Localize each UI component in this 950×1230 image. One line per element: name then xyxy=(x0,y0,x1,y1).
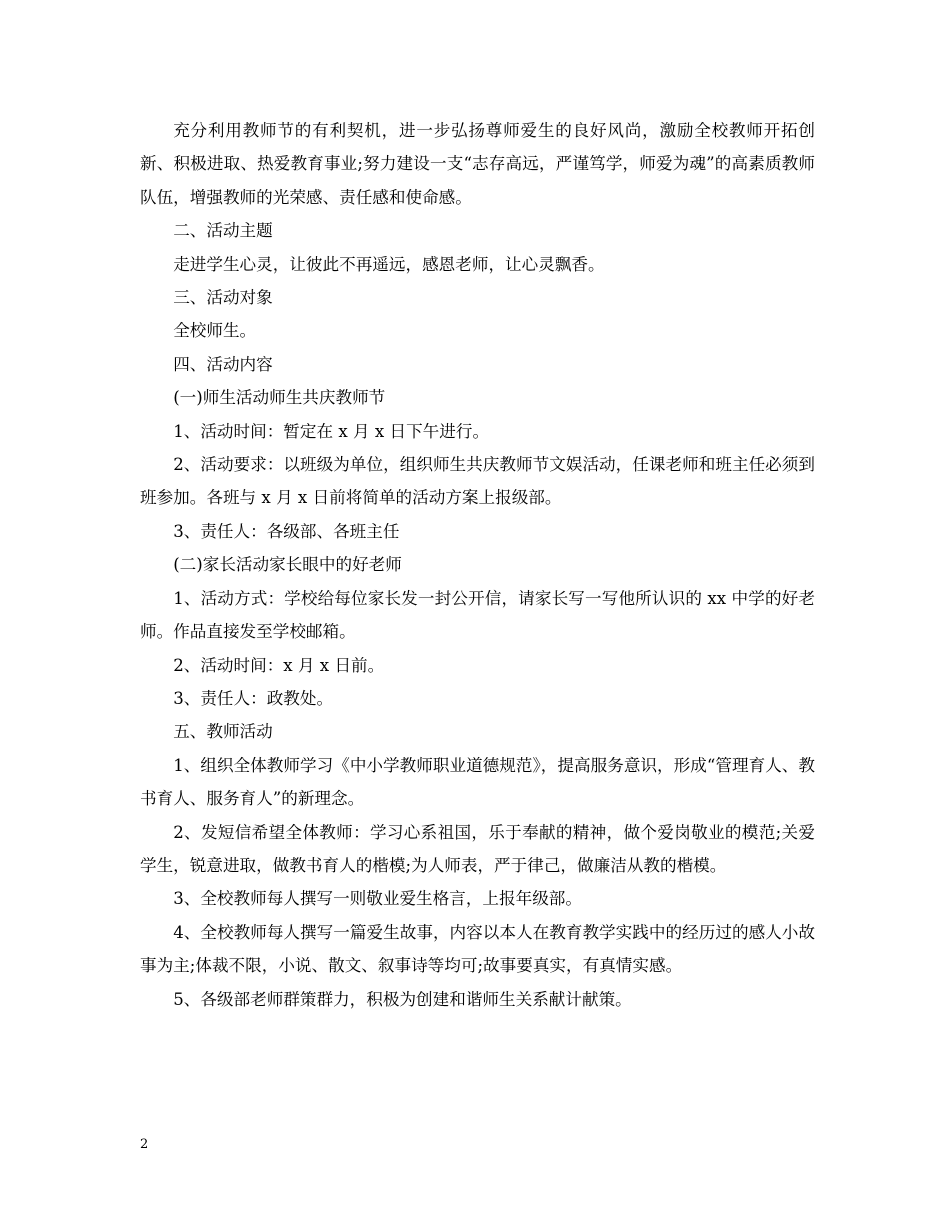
list-item: 1、活动方式：学校给每位家长发一封公开信，请家长写一写他所认识的 xx 中学的好老师。作品直接发至学校邮箱。 xyxy=(140,588,815,642)
heading-activity-content: 四、活动内容 xyxy=(173,354,273,374)
list-item: 2、活动要求：以班级为单位，组织师生共庆教师节文娱活动，任课老师和班主任必须到班参加。各班与 x 月 x 日前将简单的活动方案上报级部。 xyxy=(140,455,815,508)
list-item: 3、责任人：各级部、各班主任 xyxy=(173,521,400,541)
list-item: 1、组织全体教师学习《中小学教师职业道德规范》，提高服务意识，形成“管理育人、教书育人、服务育人”的新理念。 xyxy=(140,755,815,809)
list-item: 3、全校教师每人撰写一则敬业爱生格言，上报年级部。 xyxy=(173,889,582,909)
list-item: 2、活动时间：x 月 x 日前。 xyxy=(173,655,385,675)
list-item: 4、全校教师每人撰写一篇爱生故事，内容以本人在教育教学实践中的经历过的感人小故事为主;体裁不限，小说、散文、叙事诗等均可;故事要真实，有真情实感。 xyxy=(140,922,815,976)
paragraph-target: 全校师生。 xyxy=(173,321,257,341)
paragraph-intro: 充分利用教师节的有利契机，进一步弘扬尊师爱生的良好风尚，激励全校教师开拓创新、积极进取、热爱教育事业;努力建设一支“志存高远，严谨笃学，师爱为魂”的高素质教师队伍，增强教师的光荣感、责任感和使命感。 xyxy=(140,121,815,207)
page-number: 2 xyxy=(140,1137,149,1152)
list-item: 2、发短信希望全体教师：学习心系祖国，乐于奉献的精神，做个爱岗敬业的模范;关爱学生，锐意进取，做教书育人的楷模;为人师表，严于律己，做廉洁从教的楷模。 xyxy=(140,822,815,875)
list-item: 1、活动时间：暂定在 x 月 x 日下午进行。 xyxy=(173,421,490,441)
heading-teacher-activity: 五、教师活动 xyxy=(173,722,273,742)
subheading-teacher-student: (一)师生活动师生共庆教师节 xyxy=(173,388,386,408)
paragraph-theme: 走进学生心灵，让彼此不再遥远，感恩老师，让心灵飘香。 xyxy=(173,254,605,274)
document-body xyxy=(140,114,815,1016)
subheading-parent-activity: (二)家长活动家长眼中的好老师 xyxy=(173,555,402,575)
list-item: 3、责任人：政教处。 xyxy=(173,688,334,708)
heading-activity-target: 三、活动对象 xyxy=(173,288,273,308)
list-item: 5、各级部老师群策群力，积极为创建和谐师生关系献计献策。 xyxy=(173,989,632,1009)
heading-activity-theme: 二、活动主题 xyxy=(173,221,273,241)
